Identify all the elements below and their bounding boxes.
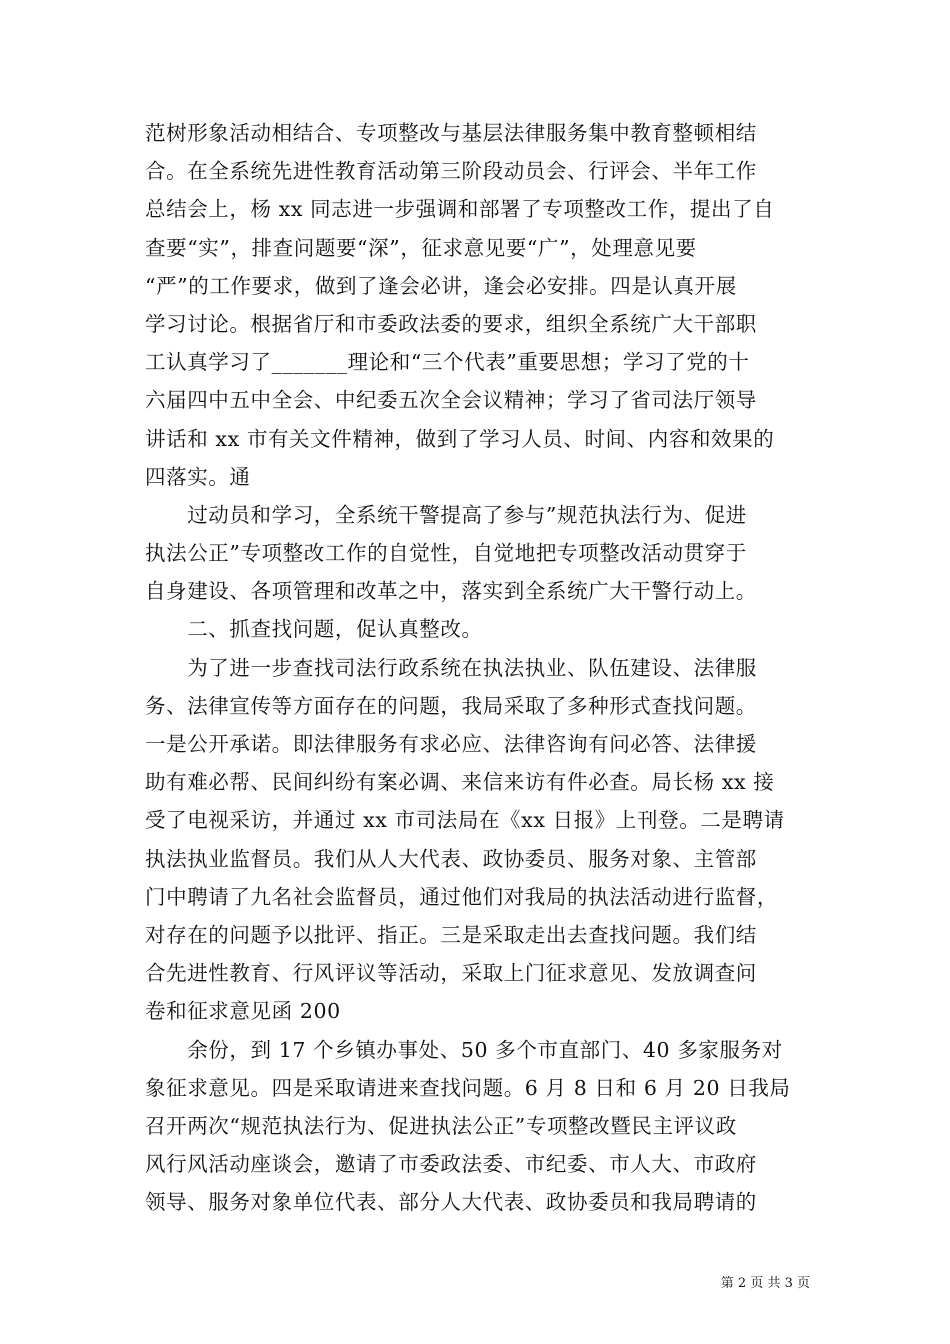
text-line: 召开两次“规范执法行为、促进执法公正”专项整改暨民主评议政 (145, 1113, 737, 1138)
section-heading: 二、抓查找问题，促认真整改。 (145, 617, 483, 642)
text-line: 领导、服务对象单位代表、部分人大代表、政协委员和我局聘请的 (145, 1190, 757, 1215)
document-body (145, 114, 815, 1221)
text-line: 自身建设、各项管理和改革之中，落实到全系统广大干警行动上。 (145, 579, 757, 604)
text-line: 合先进性教育、行风评议等活动，采取上门征求意见、发放调查问 (145, 961, 757, 986)
text-line: 风行风活动座谈会，邀请了市委政法委、市纪委、市人大、市政府 (145, 1152, 757, 1177)
text-line: 学习讨论。根据省厅和市委政法委的要求，组织全系统广大干部职 (145, 311, 757, 336)
text-line: 执法公正”专项整改工作的自觉性，自觉地把专项整改活动贯穿于 (145, 541, 747, 566)
text-line: 一是公开承诺。即法律服务有求必应、法律咨询有问必答、法律援 (145, 732, 757, 756)
text-line: 六届四中五中全会、中纪委五次全会议精神；学习了省司法厅领导 (145, 388, 757, 413)
text-line: 务、法律宣传等方面存在的问题，我局采取了多种形式查找问题。 (145, 693, 757, 718)
text-line: 卷和征求意见函 200 (145, 999, 341, 1024)
text-line: 合。在全系统先进性教育活动第三阶段动员会、行评会、半年工作 (145, 159, 757, 184)
text-line: 为了进一步查找司法行政系统在执法执业、队伍建设、法律服 (145, 655, 757, 680)
text-line: 讲话和 xx 市有关文件精神，做到了学习人员、时间、内容和效果的 (145, 426, 775, 451)
text-line: 四落实。通 (145, 464, 251, 489)
text-line: 执法执业监督员。我们从人大代表、政协委员、服务对象、主管部 (145, 846, 757, 871)
text-line: “严”的工作要求，做到了逢会必讲，逢会必安排。四是认真开展 (145, 273, 737, 298)
text-line: 范树形象活动相结合、专项整改与基层法律服务集中教育整顿相结 (145, 121, 757, 145)
text-line: 过动员和学习，全系统干警提高了参与”规范执法行为、促进 (145, 502, 747, 527)
text-line: 余份，到 17 个乡镇办事处、50 多个市直部门、40 多家服务对 (145, 1037, 783, 1062)
text-line: 门中聘请了九名社会监督员，通过他们对我局的执法活动进行监督， (145, 884, 778, 909)
text-line: 对存在的问题予以批评、指正。三是采取走出去查找问题。我们结 (145, 922, 757, 947)
text-line: 受了电视采访，并通过 xx 市司法局在《xx 日报》上刊登。二是聘请 (145, 808, 785, 833)
page-number: 第 2 页 共 3 页 (720, 1276, 810, 1291)
text-line: 象征求意见。四是采取请进来查找问题。6 月 8 日和 6 月 20 日我局 (145, 1075, 791, 1100)
text-line: 查要“实”，排查问题要“深”，征求意见要“广”，处理意见要 (145, 235, 697, 260)
text-line: 总结会上，杨 xx 同志进一步强调和部署了专项整改工作，提出了自 (145, 197, 775, 222)
text-line: 工认真学习了_______理论和“三个代表”重要思想；学习了党的十 (145, 350, 750, 375)
text-line: 助有难必帮、民间纠纷有案必调、来信来访有件必查。局长杨 xx 接 (145, 770, 775, 795)
